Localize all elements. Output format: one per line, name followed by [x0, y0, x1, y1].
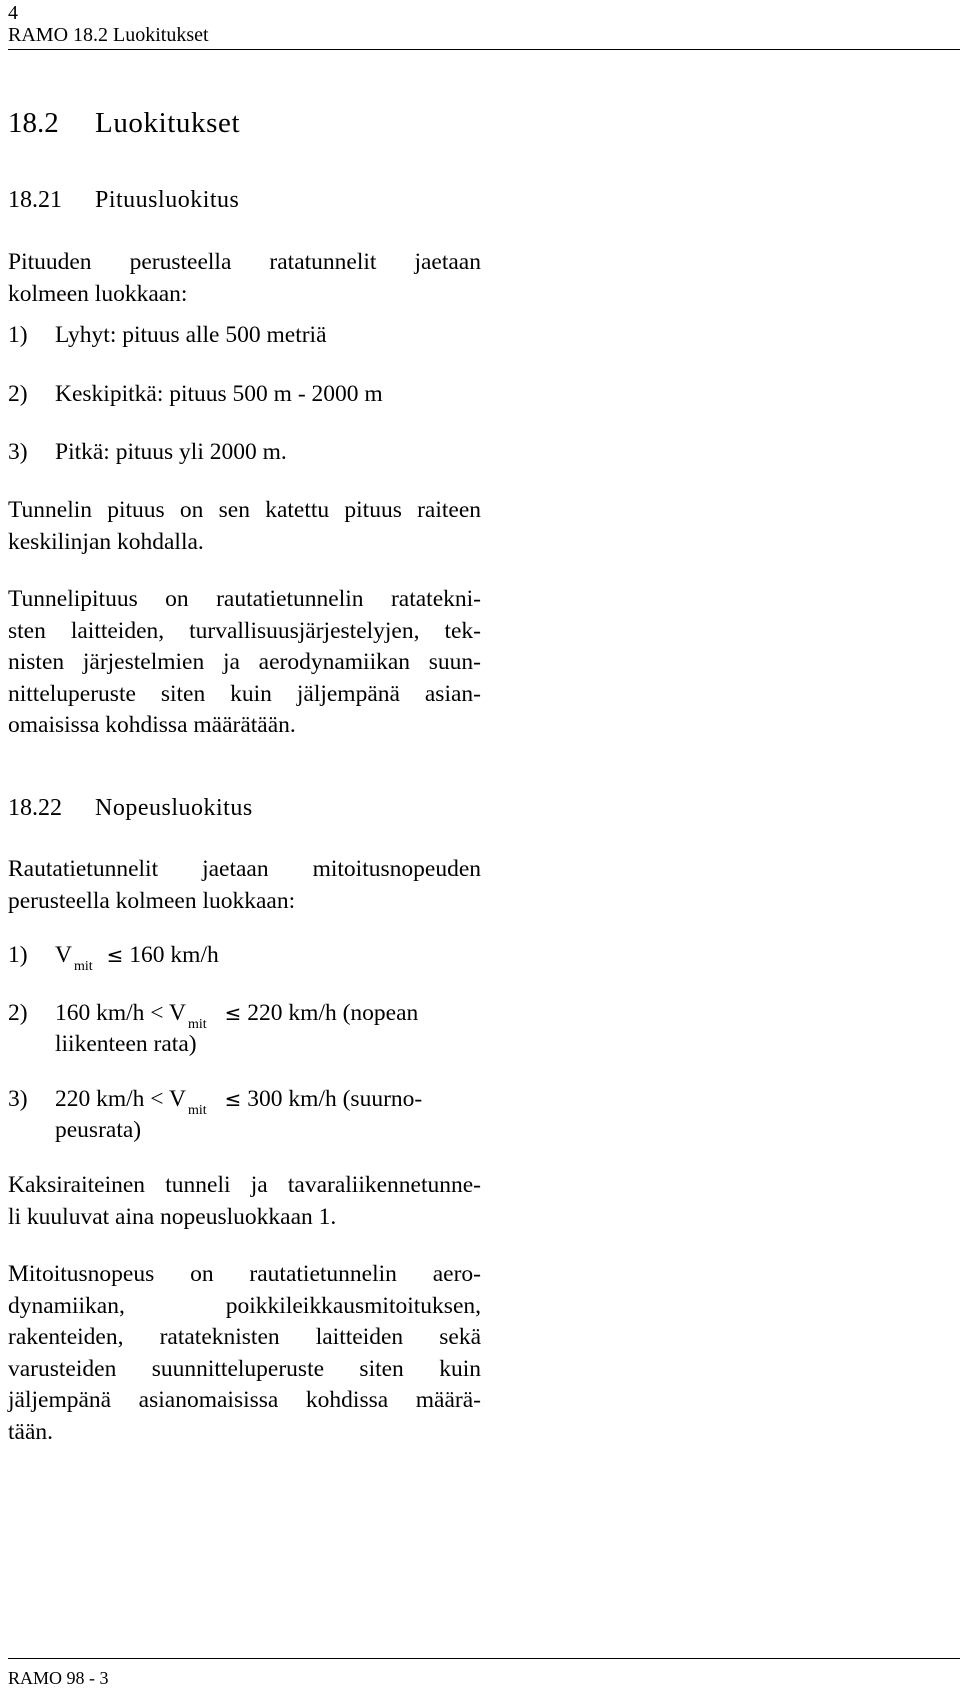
- text-line: kolmeen luokkaan:: [8, 280, 188, 307]
- less-equal-symbol: ≤: [224, 1001, 242, 1025]
- page-number: 4: [8, 2, 18, 24]
- paragraph-speed-intro: [8, 854, 481, 917]
- text-line: Kaksiraiteinen tunneli ja tavaraliikennetunne-: [8, 1172, 481, 1198]
- list-item-number: 3): [8, 1086, 28, 1112]
- text-line: omaisissa kohdissa määrätään.: [8, 712, 296, 738]
- less-equal-symbol: ≤: [106, 943, 124, 967]
- list-item-text: [55, 1084, 422, 1119]
- subscript-mit: mit: [187, 1017, 207, 1032]
- text-line: sten laitteiden, turvallisuusjärjestelyjen, tek-: [8, 617, 481, 644]
- speed-limit: 160 km/h: [129, 942, 219, 968]
- text-line: varusteiden suunnitteluperuste siten kuin: [8, 1355, 481, 1382]
- speed-limit: 220 km/h (nopean: [247, 1000, 419, 1026]
- text-line: nisten järjestelmien ja aerodynamiikan suun-: [8, 649, 481, 675]
- text-line: rakenteiden, ratateknisten laitteiden sekä: [8, 1324, 481, 1350]
- list-item-text: [55, 940, 219, 975]
- subsection-title-pituusluokitus: Pituusluokitus: [95, 187, 240, 213]
- text-line: Rautatietunnelit jaetaan mitoitusnopeuden: [8, 856, 481, 882]
- text-line: tään.: [8, 1418, 54, 1445]
- paragraph-tunnel-length-basis: [8, 584, 481, 742]
- speed-prefix: 160 km/h < V: [55, 1000, 186, 1026]
- text-line: nitteluperuste siten kuin jäljempänä asian-: [8, 680, 481, 707]
- text-line: perusteella kolmeen luokkaan:: [8, 887, 296, 914]
- subscript-mit: mit: [187, 1103, 207, 1118]
- section-title: Luokitukset: [95, 107, 241, 139]
- speed-limit: 300 km/h (suurno-: [247, 1086, 423, 1112]
- running-header: RAMO 18.2 Luokitukset: [8, 24, 209, 46]
- text-line: Tunnelipituus on rautatietunnelin ratatekni-: [8, 586, 481, 612]
- text-line: Tunnelin pituus on sen katettu pituus raiteen: [8, 497, 481, 523]
- list-item-continuation: peusrata): [55, 1117, 142, 1143]
- paragraph-double-track: [8, 1170, 481, 1233]
- speed-prefix: V: [55, 942, 72, 968]
- subsection-number-18-22: 18.22: [8, 795, 62, 821]
- paragraph-length-intro: [8, 247, 481, 310]
- speed-prefix: 220 km/h < V: [55, 1086, 186, 1112]
- text-line: Pituuden perusteella ratatunnelit jaetaan: [8, 249, 481, 275]
- text-line: Mitoitusnopeus on rautatietunnelin aero-: [8, 1261, 481, 1287]
- list-item-number: 2): [8, 1000, 28, 1026]
- paragraph-design-speed: [8, 1259, 481, 1448]
- footer-rule: [8, 1658, 960, 1659]
- paragraph-tunnel-length: [8, 495, 481, 558]
- list-item-number: 3): [8, 439, 28, 465]
- text-line: jäljempänä asianomaisissa kohdissa määrä-: [8, 1387, 481, 1413]
- subsection-number-18-21: 18.21: [8, 187, 62, 213]
- text-line: keskilinjan kohdalla.: [8, 528, 204, 555]
- list-item-number: 2): [8, 381, 28, 407]
- list-item-text: Pitkä: pituus yli 2000 m.: [55, 439, 287, 465]
- list-item-text: [55, 998, 418, 1033]
- list-item-number: 1): [8, 322, 28, 348]
- list-item-number: 1): [8, 942, 28, 968]
- header-rule: [8, 49, 960, 50]
- subsection-title-nopeusluokitus: Nopeusluokitus: [95, 795, 253, 821]
- list-item-text: Lyhyt: pituus alle 500 metriä: [55, 322, 327, 348]
- list-item-text: Keskipitkä: pituus 500 m - 2000 m: [55, 381, 383, 407]
- footer-text: RAMO 98 - 3: [8, 1668, 109, 1688]
- section-number: 18.2: [8, 107, 59, 139]
- text-line: li kuuluvat aina nopeusluokkaan 1.: [8, 1203, 337, 1230]
- text-line: dynamiikan, poikkileikkausmitoituksen,: [8, 1292, 481, 1319]
- list-item-continuation: liikenteen rata): [55, 1031, 197, 1057]
- less-equal-symbol: ≤: [224, 1087, 242, 1111]
- subscript-mit: mit: [73, 959, 93, 974]
